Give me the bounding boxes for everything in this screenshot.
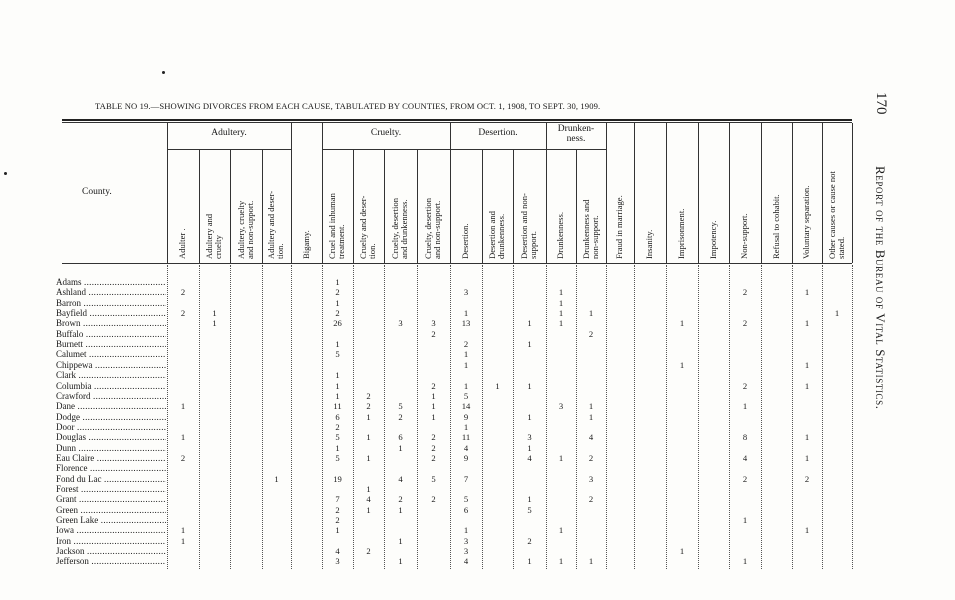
table-cell: 2 bbox=[431, 328, 436, 339]
column-rule bbox=[482, 149, 483, 263]
county-name: Iowa ..... bbox=[56, 525, 166, 535]
table-cell: 1 bbox=[527, 442, 532, 453]
table-cell: 1 bbox=[558, 297, 564, 308]
column-rule bbox=[291, 123, 292, 263]
county-name: Door ..... bbox=[56, 422, 166, 432]
table-cell: 1 bbox=[679, 359, 685, 370]
top-rule-inner bbox=[62, 122, 852, 123]
table-cell: 19 bbox=[333, 473, 342, 484]
column-dotted-rule bbox=[262, 265, 263, 569]
column-header: Desertion and non- support. bbox=[519, 193, 539, 259]
table-cell: 1 bbox=[558, 452, 564, 463]
column-header: Adultery and deser- tion. bbox=[266, 190, 286, 259]
column-header: Non-support. bbox=[739, 213, 750, 259]
table-cell: 5 bbox=[463, 390, 469, 401]
table-cell: 4 bbox=[366, 494, 371, 505]
table-cell: 2 bbox=[366, 401, 371, 412]
table-cell: 2 bbox=[180, 287, 186, 298]
table-cell: 1 bbox=[804, 452, 810, 463]
column-header: Insanity. bbox=[644, 229, 655, 259]
column-header: Refusal to cohabit. bbox=[770, 194, 781, 259]
table-cell: 1 bbox=[527, 380, 532, 391]
table-cell: 4 bbox=[463, 556, 469, 567]
table-cell: 2 bbox=[431, 432, 436, 443]
table-cell: 5 bbox=[527, 504, 532, 515]
column-header: Voluntary separation. bbox=[801, 185, 812, 259]
top-rule bbox=[62, 119, 852, 121]
column-header: Cruelty and deser- tion. bbox=[358, 195, 378, 259]
table-cell: 5 bbox=[335, 349, 340, 360]
table-cell: 1 bbox=[463, 359, 469, 370]
county-name: Columbia ..... bbox=[56, 381, 166, 391]
group-underline bbox=[322, 149, 450, 150]
page-number: 170 bbox=[873, 92, 889, 115]
table-cell: 1 bbox=[335, 442, 340, 453]
table-cell: 4 bbox=[335, 546, 340, 557]
table-cell: 1 bbox=[834, 308, 840, 319]
table-cell: 1 bbox=[212, 308, 217, 319]
table-cell: 1 bbox=[742, 515, 748, 526]
column-rule bbox=[450, 123, 451, 263]
table-cell: 1 bbox=[804, 359, 810, 370]
group-header: Desertion. bbox=[478, 128, 518, 138]
table-cell: 2 bbox=[335, 287, 340, 298]
table-cell: 1 bbox=[431, 390, 436, 401]
table-cell: 2 bbox=[588, 494, 594, 505]
table-cell: 1 bbox=[180, 525, 186, 536]
group-underline bbox=[450, 149, 546, 150]
county-name: Fond du Lac ..... bbox=[56, 474, 166, 484]
table-cell: 1 bbox=[463, 421, 469, 432]
table-cell: 3 bbox=[463, 287, 469, 298]
column-header: Desertion. bbox=[460, 223, 471, 259]
table-cell: 2 bbox=[742, 473, 748, 484]
table-title: TABLE NO 19.—SHOWING DIVORCES FROM EACH CAUSE, TABULATED BY COUNTIES, FROM OCT. 1, 1908, TO SEPT. 30, 1909. bbox=[95, 101, 601, 111]
county-name: Ashland ..... bbox=[56, 287, 166, 297]
table-cell: 2 bbox=[431, 494, 436, 505]
column-rule bbox=[852, 123, 853, 263]
column-rule bbox=[634, 123, 635, 263]
column-header: Desertion and drunkenness. bbox=[487, 211, 507, 259]
column-header: Imprisonment. bbox=[676, 208, 687, 259]
table-cell: 2 bbox=[398, 494, 403, 505]
table-cell: 1 bbox=[463, 525, 469, 536]
county-name: Clark ..... bbox=[56, 370, 166, 380]
table-cell: 1 bbox=[366, 504, 371, 515]
table-cell: 2 bbox=[742, 318, 748, 329]
table-cell: 2 bbox=[804, 473, 810, 484]
column-rule bbox=[167, 123, 168, 263]
table-cell: 2 bbox=[431, 380, 436, 391]
table-cell: 1 bbox=[558, 287, 564, 298]
table-cell: 3 bbox=[398, 318, 403, 329]
table-cell: 2 bbox=[335, 421, 340, 432]
table-cell: 2 bbox=[527, 535, 532, 546]
column-header: Drunkenness. bbox=[555, 211, 566, 259]
table-cell: 1 bbox=[366, 411, 371, 422]
column-rule bbox=[729, 123, 730, 263]
table-cell: 1 bbox=[495, 380, 500, 391]
group-underline bbox=[167, 149, 291, 150]
table-cell: 3 bbox=[463, 546, 469, 557]
table-cell: 11 bbox=[333, 401, 342, 412]
table-cell: 3 bbox=[463, 535, 469, 546]
table-cell: 1 bbox=[335, 380, 340, 391]
county-name: Chippewa ..... bbox=[56, 360, 166, 370]
column-dotted-rule bbox=[761, 265, 762, 569]
county-name: Crawford ..... bbox=[56, 391, 166, 401]
table-cell: 1 bbox=[558, 318, 564, 329]
table-cell: 3 bbox=[335, 556, 340, 567]
table-cell: 1 bbox=[742, 401, 748, 412]
table-cell: 1 bbox=[527, 318, 532, 329]
column-rule bbox=[199, 149, 200, 263]
table-cell: 6 bbox=[398, 432, 403, 443]
column-rule bbox=[576, 149, 577, 263]
county-name: Florence ..... bbox=[56, 463, 166, 473]
county-name: Dunn ..... bbox=[56, 443, 166, 453]
table-cell: 1 bbox=[742, 556, 748, 567]
table-cell: 3 bbox=[558, 401, 564, 412]
county-name: Jefferson ..... bbox=[56, 556, 166, 566]
table-cell: 2 bbox=[335, 504, 340, 515]
table-cell: 1 bbox=[558, 308, 564, 319]
column-rule bbox=[322, 123, 323, 263]
table-cell: 1 bbox=[335, 339, 340, 350]
table-cell: 1 bbox=[335, 525, 340, 536]
table-cell: 1 bbox=[527, 494, 532, 505]
table-cell: 1 bbox=[366, 484, 371, 494]
table-cell: 6 bbox=[463, 504, 469, 515]
table-cell: 4 bbox=[398, 473, 403, 484]
column-dotted-rule bbox=[634, 265, 635, 569]
table-cell: 4 bbox=[588, 432, 594, 443]
column-header: Adultery and cruelty bbox=[204, 213, 224, 259]
table-cell: 1 bbox=[274, 473, 279, 484]
column-rule bbox=[546, 123, 547, 263]
table-cell: 6 bbox=[335, 411, 340, 422]
column-dotted-rule bbox=[230, 265, 231, 569]
table-cell: 4 bbox=[527, 452, 532, 463]
column-rule bbox=[698, 123, 699, 263]
group-header: Adultery. bbox=[211, 128, 247, 138]
column-dotted-rule bbox=[698, 265, 699, 569]
table-cell: 1 bbox=[804, 432, 810, 443]
table-cell: 1 bbox=[804, 525, 810, 536]
table-cell: 1 bbox=[431, 401, 436, 412]
column-dotted-rule bbox=[852, 265, 853, 569]
column-rule bbox=[822, 123, 823, 263]
table-cell: 5 bbox=[398, 401, 403, 412]
table-cell: 2 bbox=[588, 452, 594, 463]
group-header: Cruelty. bbox=[370, 128, 402, 138]
table-cell: 1 bbox=[588, 556, 594, 567]
table-cell: 5 bbox=[431, 473, 436, 484]
header-bottom-rule bbox=[62, 263, 852, 264]
table-cell: 1 bbox=[463, 380, 469, 391]
column-header: Bigamy. bbox=[300, 230, 311, 259]
table-cell: 2 bbox=[335, 308, 340, 319]
column-rule bbox=[761, 123, 762, 263]
column-header: Cruelty, desertion and non-support. bbox=[423, 197, 443, 259]
county-name: Green Lake ..... bbox=[56, 515, 166, 525]
table-cell: 1 bbox=[804, 287, 810, 298]
column-header: Cruel and inhuman treatment. bbox=[327, 193, 347, 259]
table-cell: 1 bbox=[804, 380, 810, 391]
county-column-header: County. bbox=[82, 187, 112, 197]
column-header: Drunkenness and non-support. bbox=[580, 199, 600, 259]
county-name: Burnett ..... bbox=[56, 339, 166, 349]
table-cell: 1 bbox=[335, 370, 340, 381]
county-name: Buffalo ..... bbox=[56, 329, 166, 339]
column-rule bbox=[384, 149, 385, 263]
column-rule bbox=[353, 149, 354, 263]
county-name: Jackson ..... bbox=[56, 546, 166, 556]
county-name: Dane ..... bbox=[56, 401, 166, 411]
table-cell: 7 bbox=[463, 473, 469, 484]
table-cell: 1 bbox=[527, 556, 532, 567]
table-cell: 1 bbox=[588, 411, 594, 422]
table-cell: 1 bbox=[463, 308, 469, 319]
table-cell: 2 bbox=[588, 328, 594, 339]
table-cell: 1 bbox=[588, 308, 594, 319]
county-name: Green ..... bbox=[56, 505, 166, 515]
table-cell: 2 bbox=[463, 339, 469, 350]
table-cell: 3 bbox=[588, 473, 594, 484]
table-cell: 1 bbox=[335, 277, 340, 287]
table-cell: 2 bbox=[335, 515, 340, 526]
county-name: Adams ..... bbox=[56, 277, 166, 287]
table-cell: 1 bbox=[431, 411, 436, 422]
table-cell: 4 bbox=[742, 452, 748, 463]
table-cell: 9 bbox=[463, 452, 469, 463]
table-cell: 2 bbox=[398, 411, 403, 422]
table-cell: 1 bbox=[398, 556, 403, 567]
county-name: Barron ..... bbox=[56, 298, 166, 308]
table-cell: 5 bbox=[335, 452, 340, 463]
column-dotted-rule bbox=[666, 265, 667, 569]
table-cell: 2 bbox=[180, 452, 186, 463]
table-cell: 2 bbox=[742, 380, 748, 391]
column-header: Fraud in marriage. bbox=[614, 195, 625, 259]
table-cell: 3 bbox=[431, 318, 436, 329]
column-rule bbox=[513, 149, 514, 263]
table-cell: 2 bbox=[366, 390, 371, 401]
table-cell: 13 bbox=[461, 318, 471, 329]
table-cell: 4 bbox=[463, 442, 469, 453]
group-header: Drunken- ness. bbox=[557, 124, 595, 144]
table-cell: 1 bbox=[366, 452, 371, 463]
column-header: Adulter . bbox=[177, 228, 188, 259]
county-name: Eau Claire ..... bbox=[56, 453, 166, 463]
table-cell: 1 bbox=[366, 432, 371, 443]
column-header: Adultery, cruelty and non-support. bbox=[235, 200, 255, 259]
county-name: Dodge ..... bbox=[56, 412, 166, 422]
column-dotted-rule bbox=[792, 265, 793, 569]
table-cell: 1 bbox=[527, 339, 532, 350]
county-name: Iron ..... bbox=[56, 536, 166, 546]
column-rule bbox=[230, 149, 231, 263]
table-cell: 1 bbox=[463, 349, 469, 360]
table-cell: 2 bbox=[366, 546, 371, 557]
table-cell: 1 bbox=[588, 401, 594, 412]
column-rule bbox=[666, 123, 667, 263]
table-cell: 7 bbox=[335, 494, 340, 505]
table-cell: 1 bbox=[212, 318, 217, 329]
table-cell: 5 bbox=[335, 432, 340, 443]
table-cell: 5 bbox=[463, 494, 469, 505]
column-header: Other causes or cause not stated. bbox=[826, 171, 846, 259]
table-cell: 1 bbox=[398, 535, 403, 546]
ink-speck-margin bbox=[4, 172, 7, 175]
column-rule bbox=[606, 123, 607, 263]
table-cell: 14 bbox=[461, 401, 471, 412]
county-name: Calumet ..... bbox=[56, 349, 166, 359]
table-cell: 1 bbox=[180, 432, 186, 443]
column-dotted-rule bbox=[482, 265, 483, 569]
table-cell: 8 bbox=[742, 432, 748, 443]
column-dotted-rule bbox=[606, 265, 607, 569]
county-name: Grant ..... bbox=[56, 494, 166, 504]
table-cell: 1 bbox=[180, 535, 186, 546]
column-rule bbox=[792, 123, 793, 263]
column-rule bbox=[262, 149, 263, 263]
ink-speck bbox=[162, 71, 165, 74]
table-cell: 1 bbox=[527, 411, 532, 422]
table-cell: 2 bbox=[742, 287, 748, 298]
table-cell: 1 bbox=[558, 525, 564, 536]
column-header: Cruelty, desertion and drunkenness. bbox=[390, 197, 410, 259]
county-name: Douglas ..... bbox=[56, 432, 166, 442]
table-cell: 26 bbox=[333, 318, 342, 329]
column-dotted-rule bbox=[291, 265, 292, 569]
table-cell: 11 bbox=[461, 432, 471, 443]
table-cell: 1 bbox=[335, 390, 340, 401]
table-cell: 1 bbox=[398, 504, 403, 515]
table-cell: 1 bbox=[804, 318, 810, 329]
county-name: Forest ..... bbox=[56, 484, 166, 494]
running-head: Report of the Bureau of Vital Statistics. bbox=[873, 166, 888, 410]
county-name: Bayfield ..... bbox=[56, 308, 166, 318]
table-cell: 1 bbox=[180, 401, 186, 412]
table-cell: 9 bbox=[463, 411, 469, 422]
table-cell: 2 bbox=[180, 308, 186, 319]
column-header: Impotency. bbox=[707, 220, 718, 259]
county-name: Brown ..... bbox=[56, 318, 166, 328]
column-rule bbox=[417, 149, 418, 263]
table-cell: 1 bbox=[558, 556, 564, 567]
table-cell: 2 bbox=[431, 442, 436, 453]
table-cell: 1 bbox=[679, 318, 685, 329]
table-cell: 1 bbox=[679, 546, 685, 557]
table-cell: 3 bbox=[527, 432, 532, 443]
table-cell: 1 bbox=[398, 442, 403, 453]
table-cell: 1 bbox=[335, 297, 340, 308]
table-cell: 2 bbox=[431, 452, 436, 463]
